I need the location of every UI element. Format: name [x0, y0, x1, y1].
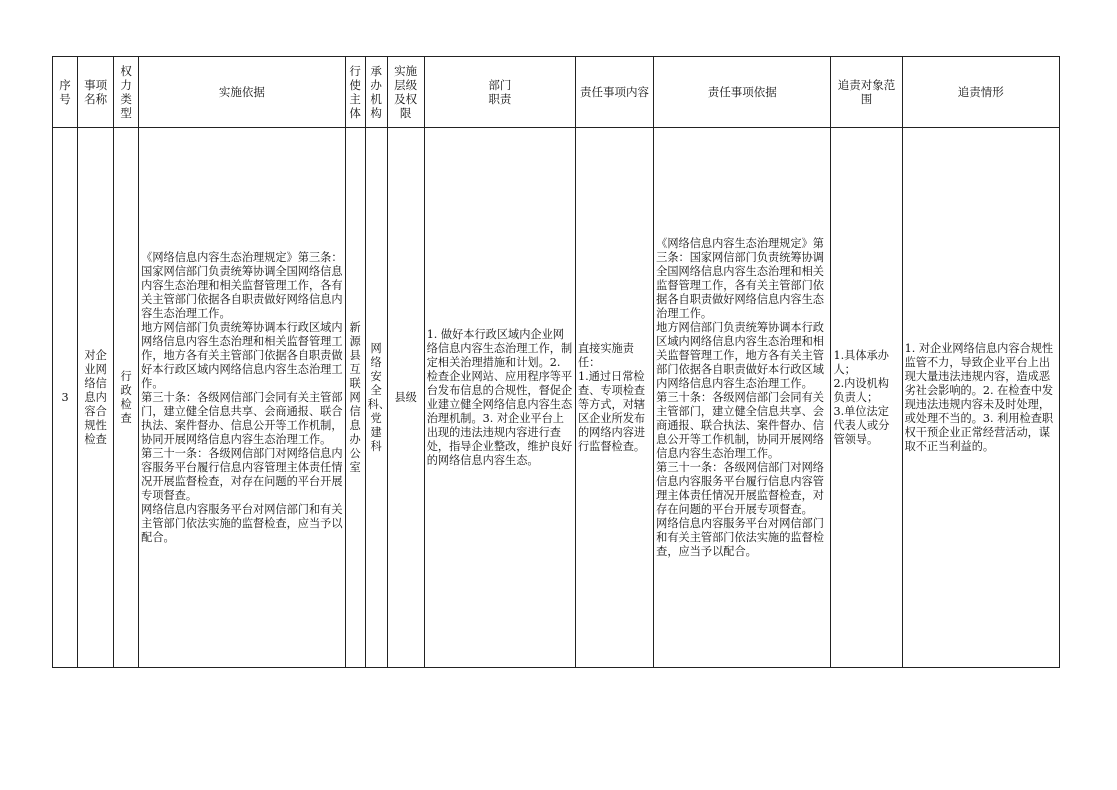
cell-resp-content: 直接实施责任： 1.通过日常检查、专项检查等方式，对辖区企业所发布的网络内容进行监督检查。	[575, 128, 653, 668]
header-duty: 部门 职责	[424, 57, 575, 128]
header-item-name: 事项名称	[78, 57, 114, 128]
header-scope: 追责对象范围	[831, 57, 902, 128]
table-row	[53, 128, 1060, 668]
cell-basis: 《网络信息内容生态治理规定》第三条：国家网信部门负责统筹协调全国网络信息内容生态治理和相关监督管理工作，各有关主管部门依据各自职责做好网络信息内容生态治理工作。 地方网信部门负责统筹协调本行政区域内网络信息内容生态治理和相关监督管理工作，地方各有关主管部门依据各自职责做好本行政区域内网络信息内容生态治理工作。 第三十条：各级网信部门会同有关主管部门，建立健全信息共享、会商通报、联合执法、案件督办、信息公开等工作机制，协同开展网络信息内容生态治理工作。 第三十一条：各级网信部门对网络信息内容服务平台履行信息内容管理主体责任情况开展监督检查，对存在问题的平台开展专项督查。 网络信息内容服务平台对网信部门和有关主管部门依法实施的监督检查，应当予以配合。	[139, 128, 345, 668]
cell-org: 网络安全科、党建科	[365, 128, 387, 668]
cell-resp-basis: 《网络信息内容生态治理规定》第三条：国家网信部门负责统筹协调全国网络信息内容生态治理和相关监督管理工作，各有关主管部门依据各自职责做好网络信息内容生态治理工作。 地方网信部门负责统筹协调本行政区域内网络信息内容生态治理和相关监督管理工作，地方各有关主管部门依据各自职责做好本行政区域内网络信息内容生态治理工作。 第三十条：各级网信部门会同有关主管部门，建立健全信息共享、会商通报、联合执法、案件督办、信息公开等工作机制，协同开展网络信息内容生态治理工作。 第三十一条：各级网信部门对网络信息内容服务平台履行信息内容管理主体责任情况开展监督检查，对存在问题的平台开展专项督查。 网络信息内容服务平台对网信部门和有关主管部门依法实施的监督检查，应当予以配合。	[654, 128, 831, 668]
cell-scope: 1.具体承办人； 2.内设机构负责人； 3.单位法定代表人或分管领导。	[831, 128, 902, 668]
header-resp-basis: 责任事项依据	[654, 57, 831, 128]
header-basis: 实施依据	[139, 57, 345, 128]
table-header-row	[53, 57, 1060, 128]
header-org: 承办机构	[365, 57, 387, 128]
header-resp-content: 责任事项内容	[575, 57, 653, 128]
cell-level: 县级	[387, 128, 424, 668]
cell-duty: 1. 做好本行政区域内企业网络信息内容生态治理工作，制定相关治理措施和计划。2. 检查企业网站、应用程序等平台发布信息的合规性，督促企业建立健全网络信息内容生态治理机制。3. 对企业平台上出现的违法违规内容进行查处，指导企业整改，维护良好的网络信息内容生态。	[424, 128, 575, 668]
cell-item-name: 对企业网络信息内容合规性检查	[78, 128, 114, 668]
header-subject: 行使主体	[345, 57, 365, 128]
cell-no: 3	[53, 128, 78, 668]
header-situation: 追责情形	[902, 57, 1059, 128]
header-level: 实施层级及权限	[387, 57, 424, 128]
header-no: 序号	[53, 57, 78, 128]
power-list-table	[52, 56, 1060, 668]
cell-power-type: 行政检查	[114, 128, 139, 668]
header-power-type: 权力类型	[114, 57, 139, 128]
cell-subject: 新源县互联网信息办公室	[345, 128, 365, 668]
cell-situation: 1. 对企业网络信息内容合规性监管不力，导致企业平台上出现大量违法违规内容，造成恶劣社会影响的。2. 在检查中发现违法违规内容未及时处理，或处理不当的。3. 利用检查职权干预企业正常经营活动，谋取不正当利益的。	[902, 128, 1059, 668]
